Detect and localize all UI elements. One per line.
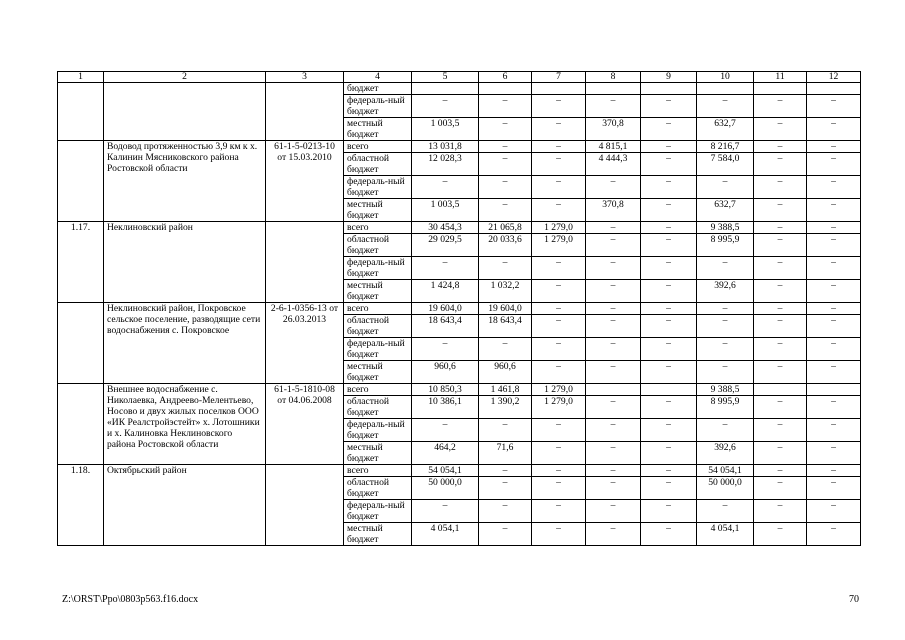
amount-cell: – <box>586 222 641 234</box>
funding-source: местный бюджет <box>344 442 412 465</box>
amount-cell: – <box>807 419 861 442</box>
amount-cell: 8 995,9 <box>697 234 754 257</box>
amount-cell: – <box>641 500 697 523</box>
amount-cell: 960,6 <box>479 361 532 384</box>
amount-cell: – <box>586 500 641 523</box>
table-row <box>58 384 861 396</box>
amount-cell: – <box>532 257 586 280</box>
amount-cell: – <box>641 280 697 303</box>
amount-cell: – <box>807 315 861 338</box>
amount-cell: – <box>586 361 641 384</box>
amount-cell: 1 390,2 <box>479 396 532 419</box>
amount-cell: 71,6 <box>479 442 532 465</box>
amount-cell: 54 054,1 <box>697 465 754 477</box>
amount-cell: – <box>697 361 754 384</box>
amount-cell: – <box>807 361 861 384</box>
amount-cell: – <box>532 315 586 338</box>
amount-cell: 8 216,7 <box>697 141 754 153</box>
amount-cell: – <box>479 95 532 118</box>
column-number: 11 <box>754 72 807 83</box>
amount-cell: 1 279,0 <box>532 222 586 234</box>
amount-cell: 19 604,0 <box>412 303 479 315</box>
amount-cell: 50 000,0 <box>697 477 754 500</box>
column-number: 12 <box>807 72 861 83</box>
object-name-text: Неклиновский район, Покровское сельское поселение, разводящие сети водоснабжения с. Покровское <box>107 303 261 336</box>
amount-cell: – <box>641 141 697 153</box>
amount-cell: – <box>586 442 641 465</box>
amount-cell: 464,2 <box>412 442 479 465</box>
amount-cell: 632,7 <box>697 199 754 222</box>
amount-cell: – <box>641 477 697 500</box>
amount-cell <box>807 384 861 396</box>
amount-cell: – <box>754 303 807 315</box>
amount-cell: – <box>641 95 697 118</box>
funding-source: федераль-ный бюджет <box>344 95 412 118</box>
expertise-code <box>266 384 344 465</box>
item-number-text: 1.17. <box>70 222 91 233</box>
funding-source: всего <box>344 465 412 477</box>
funding-source: областной бюджет <box>344 396 412 419</box>
amount-cell: – <box>807 257 861 280</box>
amount-cell: – <box>807 176 861 199</box>
amount-cell: – <box>807 280 861 303</box>
amount-cell: 960,6 <box>412 361 479 384</box>
item-number <box>58 141 104 222</box>
amount-cell: – <box>586 396 641 419</box>
amount-cell: – <box>586 315 641 338</box>
column-number: 9 <box>641 72 697 83</box>
amount-cell: – <box>479 199 532 222</box>
amount-cell: – <box>641 234 697 257</box>
amount-cell: – <box>754 465 807 477</box>
amount-cell: – <box>532 176 586 199</box>
amount-cell: – <box>641 257 697 280</box>
amount-cell: – <box>479 118 532 141</box>
item-number <box>58 83 104 141</box>
object-name <box>104 141 266 222</box>
amount-cell: – <box>479 176 532 199</box>
amount-cell: – <box>754 419 807 442</box>
expertise-code <box>266 83 344 141</box>
budget-table-container <box>57 71 861 546</box>
amount-cell: – <box>697 257 754 280</box>
amount-cell: – <box>532 465 586 477</box>
amount-cell <box>479 83 532 95</box>
funding-source: местный бюджет <box>344 361 412 384</box>
amount-cell: 20 033,6 <box>479 234 532 257</box>
column-number: 8 <box>586 72 641 83</box>
amount-cell: – <box>807 222 861 234</box>
amount-cell: 392,6 <box>697 280 754 303</box>
amount-cell: – <box>641 118 697 141</box>
amount-cell: 9 388,5 <box>697 222 754 234</box>
funding-source: федераль-ный бюджет <box>344 176 412 199</box>
funding-source: федераль-ный бюджет <box>344 419 412 442</box>
amount-cell: – <box>532 118 586 141</box>
column-number: 5 <box>412 72 479 83</box>
amount-cell: 1 032,2 <box>479 280 532 303</box>
amount-cell: – <box>412 176 479 199</box>
funding-source: областной бюджет <box>344 315 412 338</box>
column-number: 10 <box>697 72 754 83</box>
amount-cell: – <box>412 257 479 280</box>
amount-cell: 1 279,0 <box>532 234 586 257</box>
funding-source: бюджет <box>344 83 412 95</box>
amount-cell: – <box>479 465 532 477</box>
amount-cell: 30 454,3 <box>412 222 479 234</box>
amount-cell: – <box>532 303 586 315</box>
object-name-text: Неклиновский район <box>107 222 193 233</box>
amount-cell: – <box>641 465 697 477</box>
funding-source: местный бюджет <box>344 280 412 303</box>
page-number: 70 <box>849 594 859 605</box>
amount-cell: 632,7 <box>697 118 754 141</box>
amount-cell: – <box>641 396 697 419</box>
funding-source: федераль-ный бюджет <box>344 338 412 361</box>
item-number <box>58 465 104 546</box>
amount-cell: – <box>641 303 697 315</box>
table-row <box>58 222 861 234</box>
amount-cell <box>807 83 861 95</box>
amount-cell: 1 279,0 <box>532 396 586 419</box>
amount-cell: – <box>807 442 861 465</box>
amount-cell: – <box>412 419 479 442</box>
object-name <box>104 384 266 465</box>
amount-cell <box>697 83 754 95</box>
amount-cell: – <box>641 176 697 199</box>
amount-cell: – <box>754 141 807 153</box>
amount-cell: – <box>641 523 697 546</box>
amount-cell: – <box>641 153 697 176</box>
object-name <box>104 465 266 546</box>
amount-cell: – <box>807 199 861 222</box>
expertise-code <box>266 222 344 303</box>
amount-cell: 370,8 <box>586 118 641 141</box>
amount-cell: – <box>754 315 807 338</box>
amount-cell: – <box>641 315 697 338</box>
amount-cell: 18 643,4 <box>479 315 532 338</box>
amount-cell: – <box>479 523 532 546</box>
column-number: 2 <box>104 72 266 83</box>
amount-cell: – <box>754 477 807 500</box>
amount-cell: 7 584,0 <box>697 153 754 176</box>
amount-cell <box>412 83 479 95</box>
budget-table <box>57 71 861 546</box>
amount-cell: – <box>586 95 641 118</box>
amount-cell: 9 388,5 <box>697 384 754 396</box>
amount-cell: – <box>697 419 754 442</box>
column-number: 7 <box>532 72 586 83</box>
amount-cell <box>641 83 697 95</box>
amount-cell: – <box>532 361 586 384</box>
amount-cell: – <box>754 95 807 118</box>
expertise-code-text: 2-6-1-0356-13 от 26.03.2013 <box>270 303 339 325</box>
amount-cell: – <box>754 176 807 199</box>
amount-cell: – <box>807 396 861 419</box>
amount-cell: – <box>532 338 586 361</box>
amount-cell: 1 424,8 <box>412 280 479 303</box>
amount-cell: – <box>532 141 586 153</box>
amount-cell: – <box>807 477 861 500</box>
column-number: 6 <box>479 72 532 83</box>
amount-cell: 1 003,5 <box>412 199 479 222</box>
amount-cell: 10 386,1 <box>412 396 479 419</box>
amount-cell: – <box>412 500 479 523</box>
amount-cell: 54 054,1 <box>412 465 479 477</box>
item-number <box>58 222 104 303</box>
expertise-code-text: 61-1-5-1810-08 от 04.06.2008 <box>274 384 335 406</box>
amount-cell: – <box>641 199 697 222</box>
table-row <box>58 465 861 477</box>
amount-cell: – <box>586 303 641 315</box>
expertise-code-text: 61-1-5-0213-10 от 15.03.2010 <box>274 141 335 163</box>
amount-cell: 13 031,8 <box>412 141 479 153</box>
amount-cell: – <box>754 153 807 176</box>
amount-cell: – <box>479 477 532 500</box>
amount-cell: – <box>641 361 697 384</box>
amount-cell: – <box>532 280 586 303</box>
amount-cell: – <box>586 280 641 303</box>
table-row <box>58 303 861 315</box>
amount-cell: – <box>754 500 807 523</box>
amount-cell: – <box>586 176 641 199</box>
amount-cell: – <box>697 338 754 361</box>
amount-cell: – <box>754 338 807 361</box>
amount-cell: 370,8 <box>586 199 641 222</box>
amount-cell: 50 000,0 <box>412 477 479 500</box>
funding-source: местный бюджет <box>344 199 412 222</box>
funding-source: областной бюджет <box>344 153 412 176</box>
amount-cell: – <box>479 500 532 523</box>
amount-cell: – <box>807 338 861 361</box>
amount-cell: – <box>586 477 641 500</box>
amount-cell: – <box>754 280 807 303</box>
funding-source: областной бюджет <box>344 234 412 257</box>
amount-cell: – <box>754 199 807 222</box>
amount-cell: – <box>754 234 807 257</box>
item-number-text: 1.18. <box>70 465 91 476</box>
amount-cell: 29 029,5 <box>412 234 479 257</box>
amount-cell: – <box>586 419 641 442</box>
amount-cell: – <box>479 419 532 442</box>
amount-cell: – <box>586 465 641 477</box>
funding-source: всего <box>344 141 412 153</box>
funding-source: областной бюджет <box>344 477 412 500</box>
amount-cell: 392,6 <box>697 442 754 465</box>
item-number <box>58 384 104 465</box>
funding-source: местный бюджет <box>344 118 412 141</box>
amount-cell: 21 065,8 <box>479 222 532 234</box>
amount-cell: – <box>754 523 807 546</box>
amount-cell: – <box>532 419 586 442</box>
amount-cell: – <box>532 199 586 222</box>
amount-cell: 1 279,0 <box>532 384 586 396</box>
amount-cell: – <box>641 442 697 465</box>
column-number: 3 <box>266 72 344 83</box>
amount-cell: – <box>532 153 586 176</box>
column-number-row <box>58 72 861 83</box>
amount-cell: 18 643,4 <box>412 315 479 338</box>
amount-cell: – <box>697 176 754 199</box>
object-name-text: Внешнее водоснабжение с. Николаевка, Андреево-Мелентьево, Носово и двух жилых поселков ООО «ИК Реалстройэстейт» х. Лотошники и х. Калиновка Неклиновского района Ростовской области <box>107 384 260 450</box>
amount-cell: – <box>697 500 754 523</box>
amount-cell: – <box>807 234 861 257</box>
amount-cell: 4 815,1 <box>586 141 641 153</box>
amount-cell: – <box>807 500 861 523</box>
amount-cell: 4 444,3 <box>586 153 641 176</box>
amount-cell: – <box>479 153 532 176</box>
funding-source: всего <box>344 222 412 234</box>
amount-cell: – <box>641 222 697 234</box>
funding-source: всего <box>344 303 412 315</box>
amount-cell: 4 054,1 <box>697 523 754 546</box>
expertise-code <box>266 303 344 384</box>
object-name <box>104 303 266 384</box>
amount-cell: – <box>807 303 861 315</box>
amount-cell: – <box>807 465 861 477</box>
amount-cell: – <box>754 222 807 234</box>
table-row <box>58 141 861 153</box>
table-row <box>58 83 861 95</box>
amount-cell: – <box>479 257 532 280</box>
amount-cell: – <box>697 303 754 315</box>
funding-source: федераль-ный бюджет <box>344 500 412 523</box>
amount-cell: 4 054,1 <box>412 523 479 546</box>
amount-cell: – <box>807 95 861 118</box>
amount-cell: – <box>479 338 532 361</box>
amount-cell <box>754 83 807 95</box>
amount-cell: 12 028,3 <box>412 153 479 176</box>
amount-cell: – <box>754 361 807 384</box>
amount-cell: 1 003,5 <box>412 118 479 141</box>
amount-cell: – <box>586 257 641 280</box>
column-number: 4 <box>344 72 412 83</box>
funding-source: всего <box>344 384 412 396</box>
amount-cell: – <box>754 257 807 280</box>
document-path: Z:\ORST\Ppo\0803p563.f16.docx <box>62 594 199 605</box>
column-number: 1 <box>58 72 104 83</box>
amount-cell: – <box>532 95 586 118</box>
amount-cell: 19 604,0 <box>479 303 532 315</box>
amount-cell: – <box>754 396 807 419</box>
amount-cell <box>532 83 586 95</box>
amount-cell: – <box>532 523 586 546</box>
amount-cell: – <box>807 523 861 546</box>
amount-cell: – <box>754 442 807 465</box>
amount-cell: – <box>807 141 861 153</box>
amount-cell: – <box>532 477 586 500</box>
object-name-text: Водовод протяженностью 3,9 км к х. Калинин Мясниковского района Ростовской области <box>107 141 258 174</box>
amount-cell: – <box>532 500 586 523</box>
amount-cell: – <box>697 95 754 118</box>
amount-cell: – <box>412 95 479 118</box>
object-name <box>104 83 266 141</box>
amount-cell: – <box>479 141 532 153</box>
amount-cell: – <box>586 234 641 257</box>
object-name <box>104 222 266 303</box>
amount-cell <box>641 384 697 396</box>
amount-cell: 8 995,9 <box>697 396 754 419</box>
item-number <box>58 303 104 384</box>
amount-cell: – <box>412 338 479 361</box>
amount-cell: – <box>586 338 641 361</box>
amount-cell <box>754 384 807 396</box>
amount-cell: – <box>641 419 697 442</box>
expertise-code <box>266 465 344 546</box>
object-name-text: Октябрьский район <box>107 465 187 476</box>
amount-cell: – <box>697 315 754 338</box>
amount-cell: – <box>807 118 861 141</box>
amount-cell: – <box>754 118 807 141</box>
expertise-code <box>266 141 344 222</box>
amount-cell <box>586 384 641 396</box>
amount-cell <box>586 83 641 95</box>
amount-cell: 10 850,3 <box>412 384 479 396</box>
funding-source: местный бюджет <box>344 523 412 546</box>
funding-source: федераль-ный бюджет <box>344 257 412 280</box>
amount-cell: – <box>586 523 641 546</box>
amount-cell: – <box>807 153 861 176</box>
amount-cell: – <box>532 442 586 465</box>
amount-cell: – <box>641 338 697 361</box>
amount-cell: 1 461,8 <box>479 384 532 396</box>
